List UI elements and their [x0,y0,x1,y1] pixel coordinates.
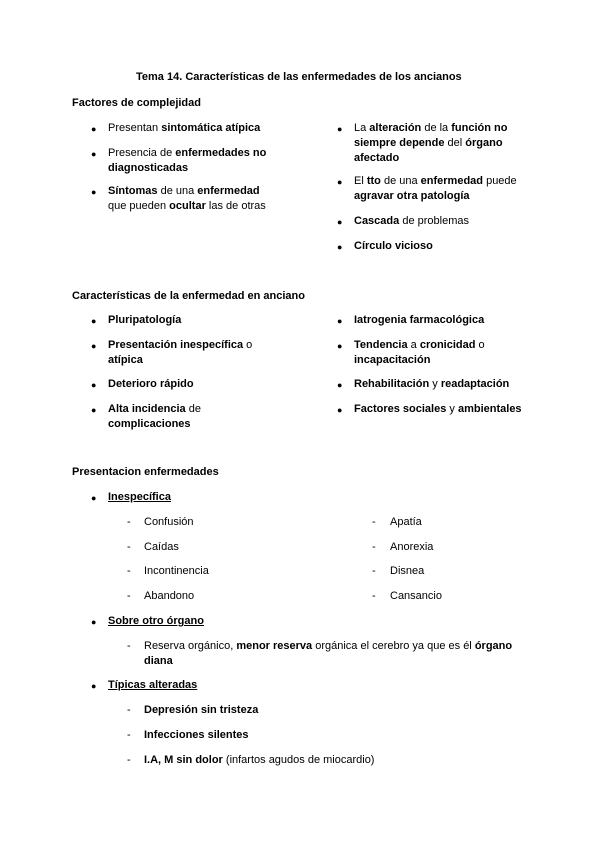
bold-text: menor reserva [236,640,313,652]
bullet-icon: ● [337,217,343,227]
dash-icon: - [372,590,376,602]
text: de una [380,175,421,187]
bullet-icon: ● [337,177,343,187]
tipicas-item [144,728,249,743]
list-item [108,146,266,161]
text: de una [157,185,198,197]
bullet-icon: ● [337,405,343,415]
list-item [354,174,517,189]
bullet-icon: ● [91,124,97,134]
subheading-sobre-otro-organo: Sobre otro órgano [108,615,204,627]
dash-icon: - [372,565,376,577]
list-item [354,338,485,353]
bold-text: Tendencia [354,339,408,351]
list-item [354,313,484,328]
text: las de otras [205,200,266,212]
bold-text: atípica [108,354,143,366]
symptom-item: Incontinencia [144,565,209,577]
bold-text: incapacitación [354,354,431,366]
list-item [354,402,522,417]
bold-text: siempre depende [354,137,445,149]
dash-icon: - [127,516,131,528]
sobre-otro-line2 [144,654,173,669]
bold-text: ocultar [169,200,206,212]
bold-text: Iatrogenia farmacológica [354,314,485,326]
bold-text: órgano [474,640,513,652]
bullet-icon: ● [337,380,343,390]
dash-icon: - [127,590,131,602]
text: y [446,403,458,415]
text: Reserva orgánico, [144,640,237,652]
list-item-continuation [108,417,191,432]
bold-text: agravar otra patología [354,190,470,202]
bold-text: cronicidad [419,339,476,351]
subheading-inespecifica: Inespecífica [108,491,171,503]
text: de [185,403,201,415]
symptom-item: Anorexia [390,541,434,553]
text: Presencia de [108,147,176,159]
bold-text: Círculo vicioso [354,240,433,252]
list-item-continuation [354,353,430,368]
list-item [108,377,194,392]
dash-icon: - [127,729,131,741]
list-item [108,313,181,328]
bold-text: Infecciones silentes [144,729,249,741]
symptom-item: Cansancio [390,590,442,602]
bullet-icon: ● [91,149,97,159]
bullet-icon: ● [91,681,97,691]
bold-text: I.A, M sin dolor [144,754,223,766]
bullet-icon: ● [91,493,97,503]
list-item-continuation [108,199,266,214]
section-heading-presentacion: Presentacion enfermedades [72,466,219,478]
bold-text: enfermedad [420,175,484,187]
tipicas-item [144,703,258,718]
symptom-item: Abandono [144,590,195,602]
bullet-icon: ● [337,242,343,252]
list-item [354,121,507,136]
text: orgánica el cerebro ya que es él [312,640,475,652]
bold-text: Pluripatología [108,314,182,326]
bold-text: Deterioro rápido [108,378,194,390]
bold-text: Rehabilitación [354,378,430,390]
text: o [475,339,485,351]
bullet-icon: ● [337,316,343,326]
bold-text: complicaciones [108,418,191,430]
dash-icon: - [372,516,376,528]
bold-text: tto [366,175,381,187]
dash-icon: - [372,541,376,553]
list-item [354,214,469,229]
bold-text: enfermedad [197,185,260,197]
bullet-icon: ● [91,341,97,351]
bold-text: diana [144,655,173,667]
text: a [407,339,420,351]
bold-text: Alta incidencia [108,403,186,415]
bold-text: readaptación [440,378,510,390]
text: puede [483,175,517,187]
bullet-icon: ● [91,380,97,390]
list-item [108,184,260,199]
list-item-continuation [108,161,188,176]
bold-text: sintomática atípica [161,122,261,134]
text: del [444,137,466,149]
text: Presentan [108,122,162,134]
list-item-continuation [354,151,399,166]
list-item [108,121,260,136]
bold-text: diagnosticadas [108,162,189,174]
symptom-item: Disnea [390,565,425,577]
text: y [429,378,441,390]
bullet-icon: ● [91,405,97,415]
text: (infartos agudos de miocardio) [222,754,375,766]
bold-text: Presentación inespecífica [108,339,244,351]
list-item [108,402,201,417]
bullet-icon: ● [91,316,97,326]
bold-text: función no [451,122,508,134]
text: de la [421,122,452,134]
dash-icon: - [127,565,131,577]
bold-text: ambientales [457,403,522,415]
bold-text: Depresión sin tristeza [144,704,259,716]
bold-text: enfermedades no [175,147,267,159]
symptom-item: Confusión [144,516,194,528]
list-item [354,239,433,254]
bold-text: Cascada [354,215,400,227]
dash-icon: - [127,754,131,766]
bullet-icon: ● [337,341,343,351]
dash-icon: - [127,640,131,652]
tipicas-item [144,753,374,768]
bold-text: Factores sociales [354,403,447,415]
text: La [354,122,370,134]
subheading-tipicas-alteradas: Típicas alteradas [108,679,198,691]
bold-text: órgano [465,137,503,149]
text: de problemas [399,215,469,227]
symptom-item: Apatía [390,516,422,528]
bullet-icon: ● [91,187,97,197]
dash-icon: - [127,704,131,716]
list-item-continuation [354,189,470,204]
text: o [243,339,253,351]
symptom-item: Caídas [144,541,179,553]
bold-text: Síntomas [108,185,158,197]
dash-icon: - [127,541,131,553]
list-item [108,338,252,353]
section-heading-caracteristicas: Características de la enfermedad en anciano [72,290,305,302]
list-item-continuation [108,353,143,368]
page-title: Tema 14. Características de las enfermedades de los ancianos [136,71,462,83]
list-item [354,377,509,392]
list-item-continuation [354,136,503,151]
section-heading-factores: Factores de complejidad [72,97,201,109]
bullet-icon: ● [91,617,97,627]
text: que pueden [108,200,170,212]
bullet-icon: ● [337,124,343,134]
bold-text: alteración [369,122,422,134]
sobre-otro-line1 [144,639,512,654]
bold-text: afectado [354,152,400,164]
text: El [354,175,367,187]
